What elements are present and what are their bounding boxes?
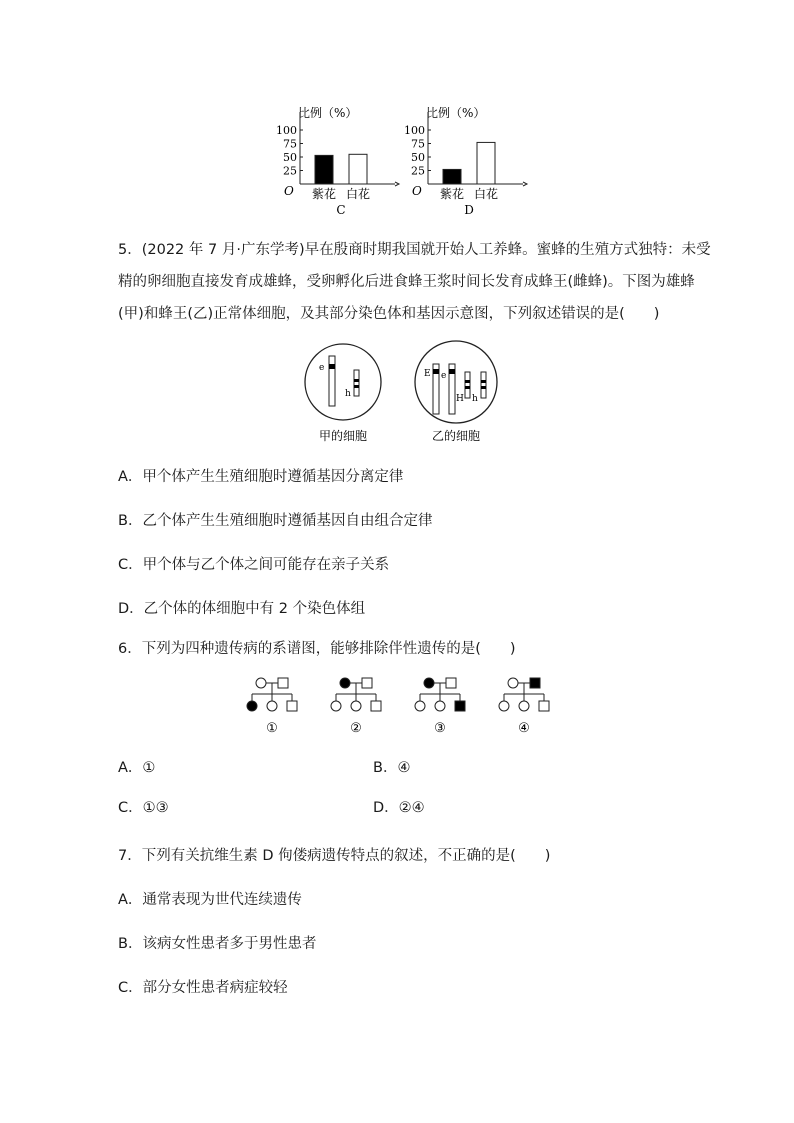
gene-locus-E [433, 369, 439, 374]
pedigree-2 [331, 678, 381, 736]
affected-male [455, 701, 465, 711]
bar-白花 [349, 154, 367, 184]
x-tick-label: 白花 [345, 187, 371, 201]
normal-female [256, 678, 266, 688]
y-tick-label: 100 [404, 124, 425, 137]
normal-female [435, 701, 445, 711]
normal-female [499, 701, 509, 711]
y-tick-label: 25 [411, 164, 425, 178]
normal-female [267, 701, 277, 711]
bar-chart-c [276, 105, 399, 217]
y-tick-label: 75 [411, 137, 425, 151]
normal-female [519, 701, 529, 711]
origin-label: O [284, 184, 294, 198]
cell-jia-membrane [305, 344, 381, 420]
q5-option-a: A．甲个体产生生殖细胞时遵循基因分离定律 [118, 469, 404, 485]
x-tick-label: 紫花 [311, 187, 337, 201]
affected-female [340, 678, 350, 688]
cell-jia [305, 344, 381, 443]
gene-locus-H-1 [465, 380, 470, 383]
q7-option-b: B．该病女性患者多于男性患者 [118, 936, 317, 952]
affected-female [424, 678, 434, 688]
q6-option-d: D．②④ [373, 800, 425, 816]
y-tick-label: 25 [283, 164, 297, 178]
affected-female [247, 701, 257, 711]
q6-option-c: C．①③ [118, 800, 169, 816]
gene-locus-h-2 [354, 385, 359, 388]
gene-label-e: e [441, 371, 447, 381]
gene-label-H: H [456, 394, 464, 404]
gene-locus-h-1 [354, 379, 359, 382]
pedigree-4 [499, 678, 549, 736]
normal-male [362, 678, 372, 688]
normal-male [446, 678, 456, 688]
bar-charts [270, 100, 530, 220]
y-tick-label: 50 [283, 151, 297, 164]
y-axis-label: 比例（%） [426, 106, 486, 120]
gene-label-e: e [319, 363, 325, 373]
bar-白花 [477, 142, 495, 184]
pedigree-label: ② [350, 721, 362, 736]
gene-locus-h-1 [481, 380, 486, 383]
q7-stem: 7．下列有关抗维生素 D 佝偻病遗传特点的叙述，不正确的是( ) [118, 848, 551, 864]
gene-label-h: h [472, 394, 478, 404]
cell-diagrams [300, 340, 510, 450]
q5-stem-line-2: 精的卵细胞直接发育成雄蜂，受卵孵化后进食蜂王浆时间长发育成蜂王(雌蜂)。下图为雄蜂 [118, 274, 695, 290]
pedigree-1 [247, 678, 297, 736]
gene-locus-e [449, 369, 455, 374]
pedigree-label: ④ [518, 721, 530, 736]
q5-option-b: B．乙个体产生生殖细胞时遵循基因自由组合定律 [118, 513, 433, 529]
normal-male [371, 701, 381, 711]
q5-option-c: C．甲个体与乙个体之间可能存在亲子关系 [118, 557, 390, 573]
bar-紫花 [443, 169, 461, 184]
normal-female [351, 701, 361, 711]
chart-caption: D [464, 203, 474, 217]
pedigree-charts [240, 672, 560, 740]
bar-紫花 [315, 155, 333, 184]
pedigree-3 [415, 678, 465, 736]
normal-male [278, 678, 288, 688]
y-tick-label: 50 [411, 151, 425, 164]
gene-locus-h-2 [481, 386, 486, 389]
normal-male [287, 701, 297, 711]
cell-jia-caption: 甲的细胞 [318, 429, 368, 443]
q5-stem-line-3: (甲)和蜂王(乙)正常体细胞，及其部分染色体和基因示意图，下列叙述错误的是( ) [118, 306, 660, 322]
normal-female [508, 678, 518, 688]
affected-male [530, 678, 540, 688]
q6-stem: 6．下列为四种遗传病的系谱图，能够排除伴性遗传的是( ) [118, 641, 516, 657]
cell-yi-caption: 乙的细胞 [431, 429, 481, 443]
chromosome-short-a [465, 372, 470, 398]
q6-option-b: B．④ [373, 760, 411, 776]
pedigree-label: ① [266, 721, 278, 736]
chromosome-long [329, 356, 335, 406]
x-axis-arrow [523, 182, 527, 186]
q7-option-c: C．部分女性患者病症较轻 [118, 980, 288, 996]
gene-locus-H-2 [465, 386, 470, 389]
y-tick-label: 75 [283, 137, 297, 151]
normal-female [331, 701, 341, 711]
pedigree-label: ③ [434, 721, 446, 736]
q5-stem-line-1: 5．(2022 年 7 月·广东学考)早在殷商时期我国就开始人工养蜂。蜜蜂的生殖方式独特：未受 [118, 242, 711, 258]
x-tick-label: 紫花 [439, 187, 465, 201]
gene-locus-e [329, 364, 335, 369]
q6-option-a: A．① [118, 760, 156, 776]
cell-yi [415, 341, 497, 443]
chart-caption: C [336, 203, 346, 217]
normal-male [539, 701, 549, 711]
x-tick-label: 白花 [473, 187, 499, 201]
gene-label-E: E [424, 369, 431, 379]
chromosome-short-b [481, 372, 486, 398]
origin-label: O [412, 184, 422, 198]
normal-female [415, 701, 425, 711]
bar-chart-d [404, 105, 527, 217]
y-axis-label: 比例（%） [298, 106, 358, 120]
q5-option-d: D．乙个体的体细胞中有 2 个染色体组 [118, 601, 366, 617]
q7-option-a: A．通常表现为世代连续遗传 [118, 892, 302, 908]
y-tick-label: 100 [276, 124, 297, 137]
gene-label-h: h [345, 389, 351, 399]
chromosome-short [354, 370, 359, 396]
x-axis-arrow [395, 182, 399, 186]
